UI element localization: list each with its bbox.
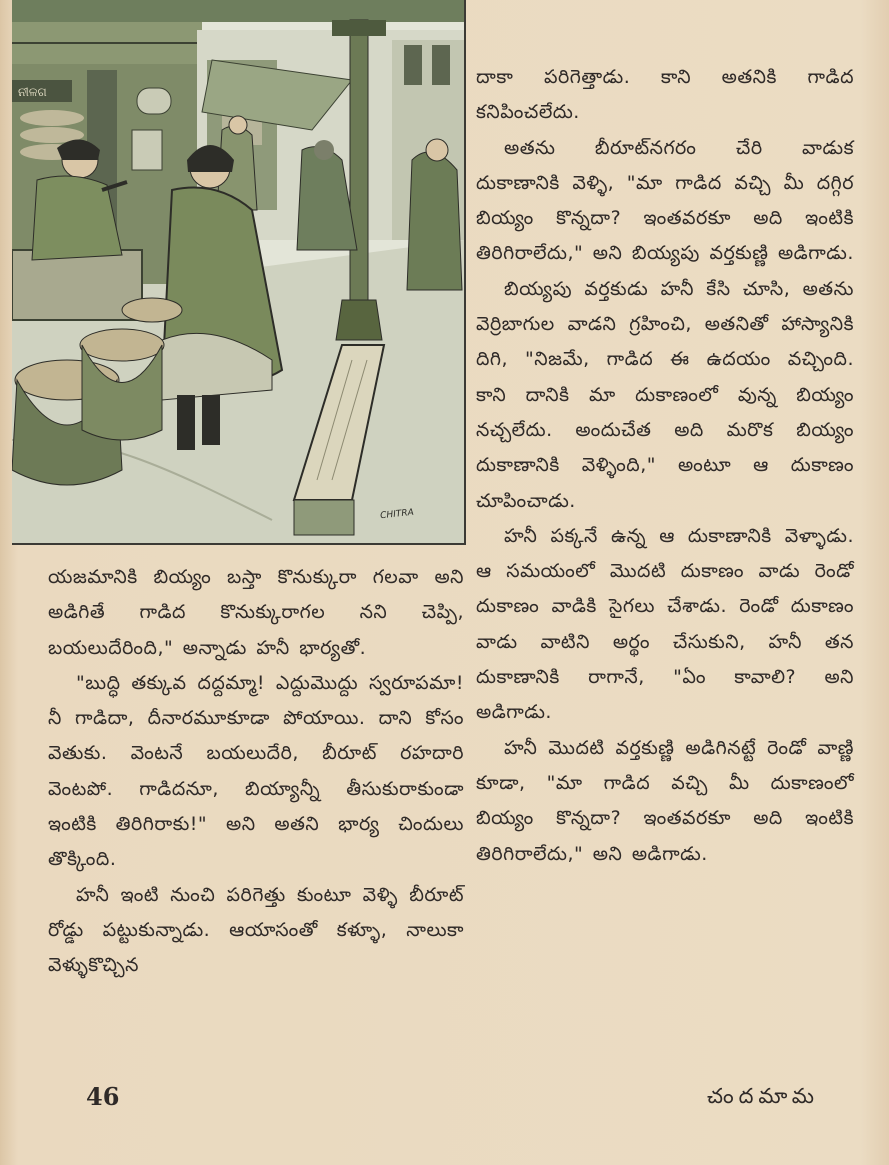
paragraph: హనీ మొదటి వర్తకుణ్ణి అడిగినట్టే రెండో వాణ్ణి కూడా, "మా గాడిద వచ్చి మీ దుకాణంలో బియ్యం కొన్నదా? ఇంతవరకూ అది ఇంటికి తిరిగిరాలేదు," అని అడిగాడు. [476, 736, 854, 865]
paragraph: దాకా పరిగెత్తాడు. కాని అతనికి గాడిద కనిపించలేదు. [476, 66, 854, 124]
left-text-column [48, 560, 464, 984]
paragraph: హనీ ఇంటి నుంచి పరిగెత్తు కుంటూ వెళ్ళి బీరూట్ రోడ్డు పట్టుకున్నాడు. ఆయాసంతో కళ్ళూ, నాలుకా వెళ్ళుకొచ్చిన [48, 883, 464, 977]
paragraph: హనీ పక్కనే ఉన్న ఆ దుకాణానికి వెళ్ళాడు. ఆ సమయంలో మొదటి దుకాణం వాడు రెండో దుకాణం వాడికి సైగలు చేశాడు. రెండో దుకాణం వాడు వాటిని అర్థం చేసుకుని, హనీ తన దుకాణానికి రాగానే, "ఏం కావాలి? అని అడిగాడు. [476, 524, 854, 724]
shop-sign-text: ନୀଳଗ [18, 85, 47, 99]
paragraph: యజమానికి బియ్యం బస్తా కొనుక్కురా గలవా అని అడిగితే గాడిద కొనుక్కురాగల నని చెప్పి, బయలుదేరింది," అన్నాడు హనీ భార్యతో. [48, 566, 464, 659]
right-text-column [476, 60, 854, 872]
paragraph: "బుద్ధి తక్కువ దద్దమ్మా! ఎద్దుమొద్దు స్వరూపమా! నీ గాడిదా, దీనారమూకూడా పోయాయి. దాని కోసం వెతుకు. వెంటనే బయలుదేరి, బీరూట్ రహదారి వెంటపో. గాడిదనూ, బియ్యాన్నీ తీసుకురాకుండా ఇంటికి తిరిగిరాకు!" అని అతని భార్య చిందులు తొక్కింది. [48, 671, 464, 871]
artist-signature: CHITRA [379, 507, 415, 522]
paragraph: అతను బీరూట్‌నగరం చేరి వాడుక దుకాణానికి వెళ్ళి, "మా గాడిద వచ్చి మీ దగ్గిర బియ్యం కొన్నదా? ఇంతవరకూ అది ఇంటికి తిరిగిరాలేదు," అని బియ్యపు వర్తకుణ్ణి అడిగాడు. [476, 136, 854, 265]
page-number: 46 [86, 1082, 120, 1111]
bazaar-illustration [12, 0, 466, 545]
magazine-name: చందమామ [707, 1084, 819, 1108]
paragraph: బియ్యపు వర్తకుడు హనీ కేసి చూసి, అతను వెర్రిబాగుల వాడని గ్రహించి, అతనితో హాస్యానికి దిగి, "నిజమే, గాడిద ఈ ఉదయం వచ్చింది. కాని దానికి మా దుకాణంలో వున్న బియ్యం నచ్చలేదు. అందుచేత అది మరొక బియ్యం దుకాణానికి వెళ్ళింది," అంటూ ఆ దుకాణం చూపించాడు. [476, 277, 854, 512]
